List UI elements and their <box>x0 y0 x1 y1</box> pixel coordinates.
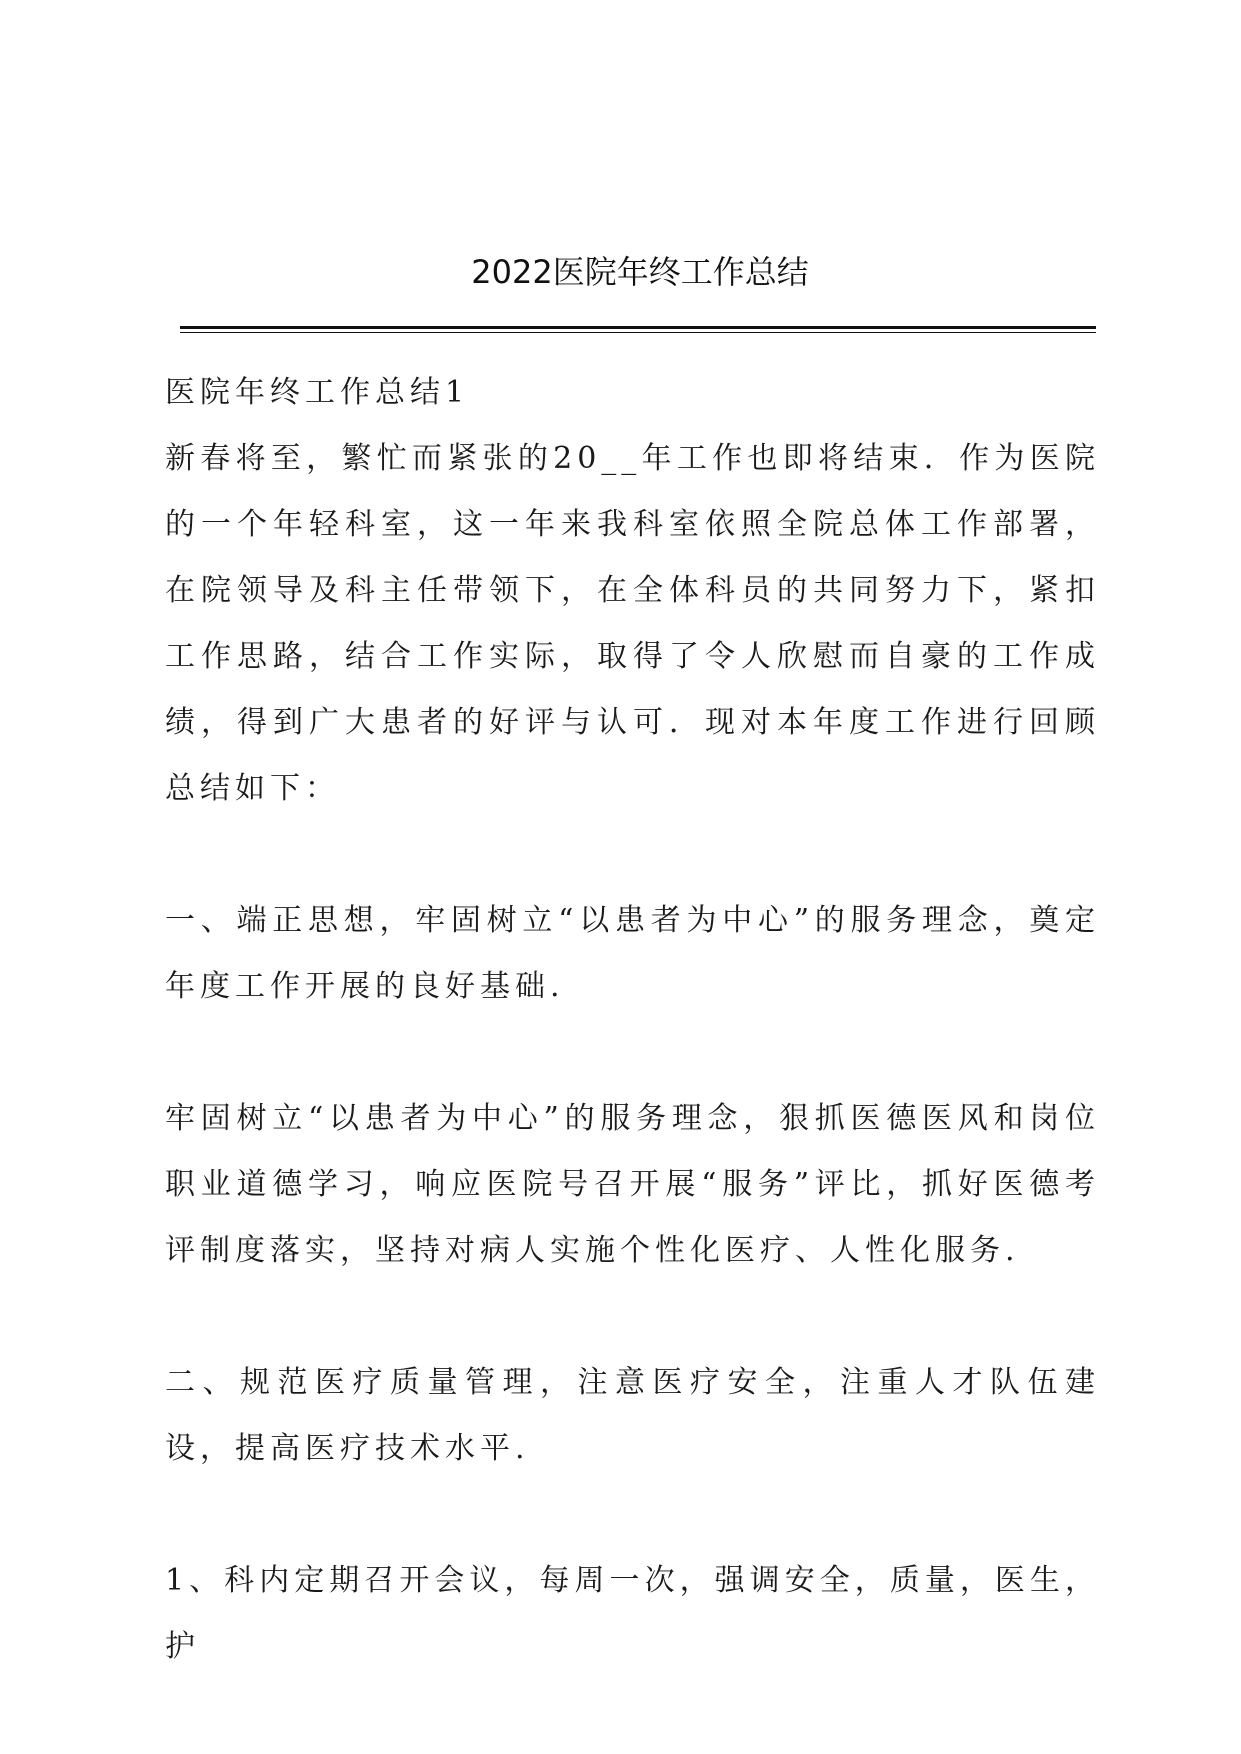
title-divider-thick <box>180 326 1096 329</box>
document-body <box>165 360 1100 1680</box>
paragraph-spacer <box>165 1284 1100 1350</box>
paragraph-spacer <box>165 1020 1100 1086</box>
section-heading: 医院年终工作总结1 <box>165 375 470 410</box>
document-title: 2022医院年终工作总结 <box>471 253 809 291</box>
intro-paragraph: 新春将至，繁忙而紧张的20__年工作也即将结束．作为医院的一个年轻科室，这一年来我科室依照全院总体工作部署，在院领导及科主任带领下，在全体科员的共同努力下，紧扣工作思路，结合工作实际，取得了令人欣慰而自豪的工作成绩，得到广大患者的好评与认可．现对本年度工作进行回顾总结如下： <box>165 441 1100 806</box>
heading-two-paragraph: 二、规范医疗质量管理，注意医疗安全，注重人才队伍建设，提高医疗技术水平. <box>165 1365 1100 1466</box>
item-one-paragraph: 1、科内定期召开会议，每周一次，强调安全，质量，医生，护 <box>165 1563 1100 1664</box>
heading-one-paragraph: 一、端正思想，牢固树立“以患者为中心”的服务理念，奠定年度工作开展的良好基础. <box>165 903 1100 1004</box>
title-divider-thin <box>180 332 1096 333</box>
paragraph-spacer <box>165 822 1100 888</box>
paragraph-spacer <box>165 1482 1100 1548</box>
service-concept-paragraph: 牢固树立“以患者为中心”的服务理念，狠抓医德医风和岗位职业道德学习，响应医院号召开展“服务”评比，抓好医德考评制度落实，坚持对病人实施个性化医疗、人性化服务. <box>165 1101 1100 1268</box>
